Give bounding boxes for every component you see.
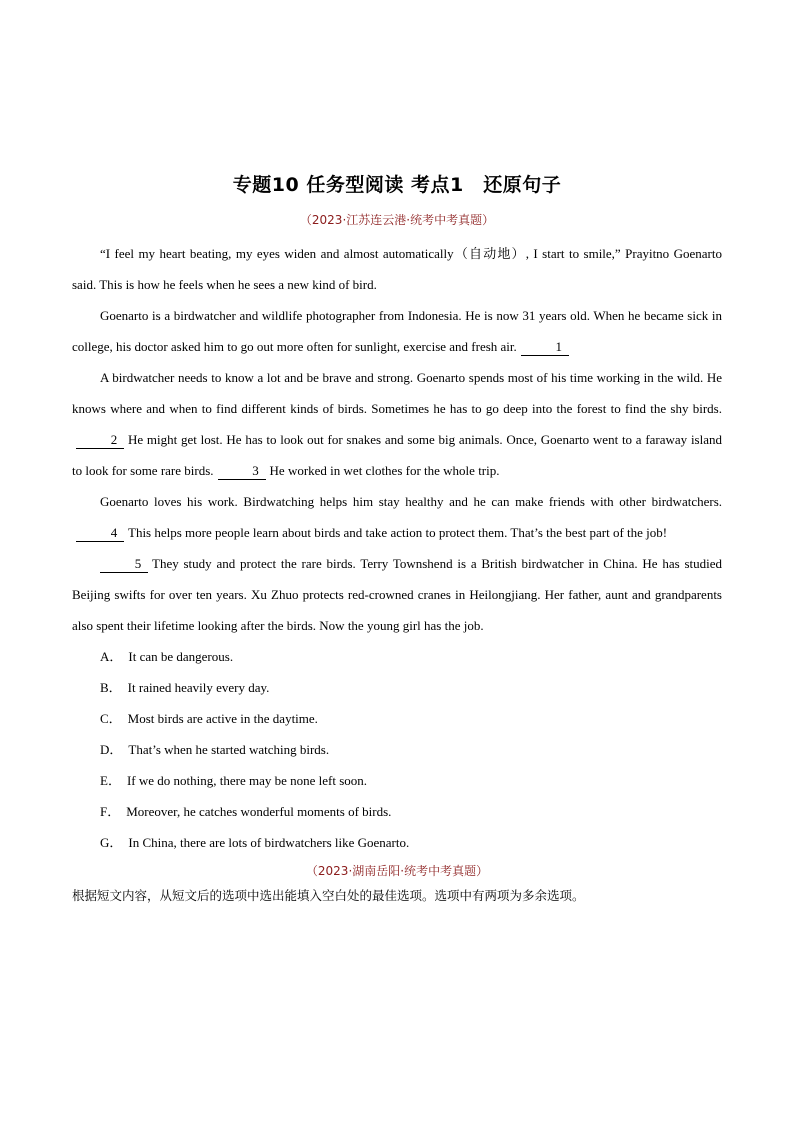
option-letter: C． (100, 711, 122, 726)
option-text: Moreover, he catches wonderful moments of birds. (126, 804, 392, 819)
option-g[interactable] (72, 827, 722, 858)
option-a[interactable] (72, 641, 722, 672)
paragraph-3-text-c: He worked in wet clothes for the whole trip. (269, 463, 500, 478)
paragraph-3-text-b: He might get lost. He has to look out for snakes and some big animals. Once, Goenarto went to a faraway island to look for some rare birds. (72, 432, 722, 478)
paragraph-4-text-a: Goenarto loves his work. Birdwatching helps him stay healthy and he can make friends with other birdwatchers. (100, 494, 722, 509)
paragraph-2 (72, 300, 722, 362)
option-text: Most birds are active in the daytime. (127, 711, 318, 726)
paragraph-1 (72, 238, 722, 300)
paragraph-5 (72, 548, 722, 641)
option-c[interactable] (72, 703, 722, 734)
option-letter: D． (100, 742, 123, 757)
paragraph-4-text-b: This helps more people learn about birds and take action to protect them. That’s the best part of the job! (128, 525, 668, 540)
option-letter: A． (100, 649, 123, 664)
blank-2[interactable]: 2 (76, 432, 124, 449)
source-label-2: （2023·湖南岳阳·统考中考真题） (305, 864, 489, 878)
source-label-1: （2023·江苏连云港·统考中考真题） (299, 213, 495, 227)
paragraph-5-text: They study and protect the rare birds. Terry Townshend is a British birdwatcher in China. He has studied Beijing swifts for over ten years. Xu Zhuo protects red-crowned cranes in Heilongjiang. Her father, aunt and grandparents also spent their lifetime looking after the birds. Now the young girl has the job. (72, 556, 722, 633)
blank-3[interactable]: 3 (218, 463, 266, 480)
paragraph-1-text: “I feel my heart beating, my eyes widen and almost automatically（自动地）, I start to smile,” Prayitno Goenarto said. This is how he feels when he sees a new kind of bird. (72, 246, 722, 292)
instruction-text: 根据短文内容，从短文后的选项中选出能填入空白处的最佳选项。选项中有两项为多余选项。 (72, 888, 585, 903)
blank-1[interactable]: 1 (521, 339, 569, 356)
option-letter: B． (100, 680, 122, 695)
option-letter: F． (100, 804, 121, 819)
option-letter: G． (100, 835, 123, 850)
page-title: 专题10 任务型阅读 考点1 还原句子 (232, 174, 562, 196)
option-d[interactable] (72, 734, 722, 765)
option-e[interactable] (72, 765, 722, 796)
paragraph-3-text-a: A birdwatcher needs to know a lot and be brave and strong. Goenarto spends most of his time working in the wild. He knows where and when to find different kinds of birds. Sometimes he has to go deep into the forest to find the shy birds. (72, 370, 722, 416)
paragraph-3 (72, 362, 722, 486)
option-text: It rained heavily every day. (127, 680, 270, 695)
paragraph-4 (72, 486, 722, 548)
paragraph-2-text: Goenarto is a birdwatcher and wildlife photographer from Indonesia. He is now 31 years old. When he became sick in college, his doctor asked him to go out more often for sunlight, exercise and fresh air. (72, 308, 722, 354)
option-text: It can be dangerous. (128, 649, 234, 664)
option-text: That’s when he started watching birds. (128, 742, 330, 757)
option-b[interactable] (72, 672, 722, 703)
option-f[interactable] (72, 796, 722, 827)
option-text: If we do nothing, there may be none left soon. (126, 773, 368, 788)
blank-5[interactable]: 5 (100, 556, 148, 573)
option-letter: E． (100, 773, 121, 788)
document-page (72, 170, 722, 907)
blank-4[interactable]: 4 (76, 525, 124, 542)
option-text: In China, there are lots of birdwatchers like Goenarto. (128, 835, 410, 850)
options-list (72, 641, 722, 858)
